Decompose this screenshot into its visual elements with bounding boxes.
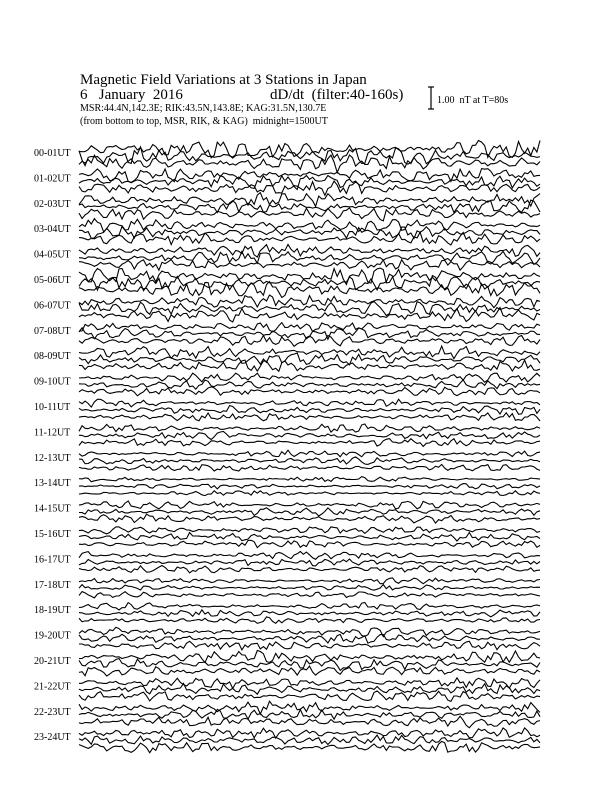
hour-label-23-24UT: 23-24UT <box>34 732 71 744</box>
hour-label-14-15UT: 14-15UT <box>34 503 71 515</box>
hour-label-11-12UT: 11-12UT <box>34 427 71 439</box>
trace-03-04UT-RIK <box>79 227 540 239</box>
trace-12-13UT-RIK <box>79 457 540 465</box>
chart-title: Magnetic Field Variations at 3 Stations in Japan <box>80 72 367 88</box>
trace-20-21UT-MSR <box>79 666 540 676</box>
trace-12-13UT-MSR <box>79 464 540 471</box>
hour-label-06-07UT: 06-07UT <box>34 300 71 312</box>
trace-10-11UT-RIK <box>79 406 540 415</box>
hour-label-00-01UT: 00-01UT <box>34 148 71 159</box>
hour-label-19-20UT: 19-20UT <box>34 630 71 642</box>
trace-20-21UT-KAG <box>79 651 540 663</box>
trace-09-10UT-KAG <box>79 373 540 382</box>
chart-date: 6 January 2016 <box>80 87 183 103</box>
trace-11-12UT-RIK <box>79 432 540 440</box>
trace-17-18UT-KAG <box>79 578 540 584</box>
trace-07-08UT-KAG <box>79 323 540 332</box>
trace-11-12UT-KAG <box>79 424 540 432</box>
trace-14-15UT-MSR <box>79 514 540 523</box>
chart-parameter: dD/dt (filter:40-160s) <box>270 87 404 103</box>
hour-label-16-17UT: 16-17UT <box>34 554 71 566</box>
trace-21-22UT-KAG <box>79 678 540 689</box>
trace-20-21UT-RIK <box>79 659 540 671</box>
hour-label-21-22UT: 21-22UT <box>34 681 71 693</box>
hour-label-22-23UT: 22-23UT <box>34 706 71 718</box>
hour-label-03-04UT: 03-04UT <box>34 224 71 236</box>
trace-07-08UT-RIK <box>79 328 540 340</box>
hour-label-09-10UT: 09-10UT <box>34 376 71 388</box>
trace-06-07UT-KAG <box>79 295 540 308</box>
trace-14-15UT-KAG <box>79 501 540 509</box>
trace-15-16UT-KAG <box>79 527 540 534</box>
trace-08-09UT-MSR <box>79 360 540 371</box>
trace-22-23UT-RIK <box>79 709 540 719</box>
trace-19-20UT-KAG <box>79 627 540 636</box>
hour-label-15-16UT: 15-16UT <box>34 529 71 540</box>
hour-label-04-05UT: 04-05UT <box>34 249 71 261</box>
hour-label-07-08UT: 07-08UT <box>34 325 71 337</box>
hour-label-01-02UT: 01-02UT <box>34 173 71 185</box>
trace-02-03UT-RIK <box>79 200 540 212</box>
trace-16-17UT-MSR <box>79 566 540 573</box>
hour-label-20-21UT: 20-21UT <box>34 656 71 667</box>
trace-04-05UT-KAG <box>79 245 540 258</box>
hour-label-12-13UT: 12-13UT <box>34 452 71 464</box>
trace-01-02UT-RIK <box>79 176 540 190</box>
trace-06-07UT-RIK <box>79 301 540 315</box>
hour-label-13-14UT: 13-14UT <box>34 478 71 490</box>
hour-label-18-19UT: 18-19UT <box>34 605 71 617</box>
trace-23-24UT-MSR <box>79 741 540 752</box>
trace-22-23UT-KAG <box>79 701 540 714</box>
trace-08-09UT-KAG <box>79 346 540 359</box>
trace-23-24UT-RIK <box>79 735 540 744</box>
station-coordinates: MSR:44.4N,142.3E; RIK:43.5N,143.8E; KAG:31.5N,130.7E <box>80 103 327 114</box>
scale-label: 1.00 nT at T=80s <box>437 95 509 106</box>
trace-09-10UT-MSR <box>79 387 540 396</box>
trace-18-19UT-RIK <box>79 610 540 617</box>
trace-02-03UT-KAG <box>79 193 540 207</box>
trace-13-14UT-KAG <box>79 477 540 482</box>
trace-01-02UT-KAG <box>79 169 540 183</box>
trace-04-05UT-MSR <box>79 260 540 271</box>
trace-19-20UT-MSR <box>79 641 540 650</box>
trace-21-22UT-RIK <box>79 683 540 694</box>
station-order-note: (from bottom to top, MSR, RIK, & KAG) midnight=1500UT <box>80 116 328 127</box>
trace-17-18UT-MSR <box>79 592 540 598</box>
trace-09-10UT-RIK <box>79 380 540 389</box>
trace-02-03UT-MSR <box>79 208 540 221</box>
trace-16-17UT-RIK <box>79 559 540 566</box>
trace-11-12UT-MSR <box>79 439 540 447</box>
trace-18-19UT-KAG <box>79 603 540 610</box>
trace-17-18UT-RIK <box>79 585 540 591</box>
trace-15-16UT-MSR <box>79 540 540 547</box>
trace-13-14UT-MSR <box>79 491 540 496</box>
trace-15-16UT-RIK <box>79 533 540 542</box>
trace-03-04UT-MSR <box>79 232 540 245</box>
trace-08-09UT-RIK <box>79 353 540 365</box>
trace-05-06UT-KAG <box>79 268 540 284</box>
hour-label-02-03UT: 02-03UT <box>34 198 71 210</box>
hour-label-05-06UT: 05-06UT <box>34 275 71 286</box>
trace-18-19UT-MSR <box>79 617 540 623</box>
hour-label-08-09UT: 08-09UT <box>34 351 71 363</box>
trace-23-24UT-KAG <box>79 728 540 738</box>
trace-10-11UT-KAG <box>79 399 540 407</box>
trace-10-11UT-MSR <box>79 413 540 421</box>
trace-16-17UT-KAG <box>79 552 540 560</box>
hour-label-17-18UT: 17-18UT <box>34 579 71 591</box>
trace-13-14UT-RIK <box>79 484 540 489</box>
trace-12-13UT-KAG <box>79 450 540 457</box>
trace-22-23UT-MSR <box>79 716 540 728</box>
hour-label-10-11UT: 10-11UT <box>34 402 71 413</box>
trace-19-20UT-RIK <box>79 634 540 643</box>
